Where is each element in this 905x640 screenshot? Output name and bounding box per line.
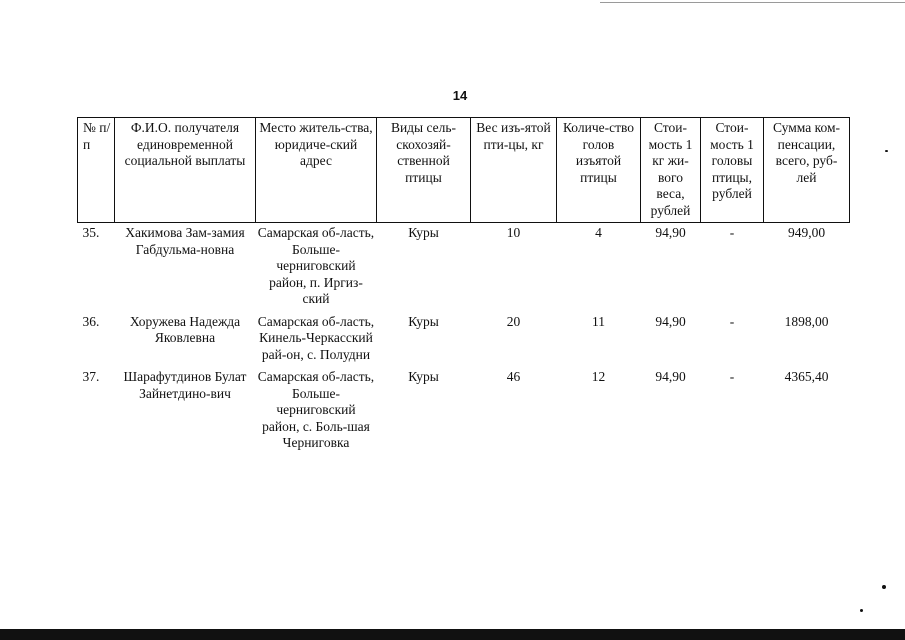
- row-total: 949,00: [787, 225, 826, 240]
- scan-speck: [882, 585, 886, 589]
- header-price-head: Стои-мость 1 головы птицы, рублей: [701, 118, 764, 223]
- row-bird-type: Куры: [408, 225, 439, 240]
- row-name: Хоружева Надежда Яковлевна: [129, 313, 241, 345]
- row-num: 37.: [82, 369, 100, 384]
- header-bird-type: Виды сель-скохозяй-ственной птицы: [377, 118, 471, 223]
- table-row: [78, 369, 850, 458]
- row-name: Хакимова Зам-замия Габдульма-новна: [125, 225, 245, 257]
- header-total: Сумма ком-пенсации, всего, руб-лей: [764, 118, 850, 223]
- table-row: [78, 223, 850, 314]
- table-row: [78, 314, 850, 370]
- header-address: Место житель-ства, юридиче-ский адрес: [256, 118, 377, 223]
- row-price-head: -: [729, 225, 735, 240]
- row-price-kg: 94,90: [655, 225, 686, 240]
- compensation-table: [77, 117, 850, 458]
- bottom-scan-bar: [0, 629, 905, 640]
- row-bird-type: Куры: [408, 369, 439, 384]
- row-weight: 20: [506, 313, 521, 329]
- row-address: Самарская об-ласть, Больше-черниговский район, п. Иргиз-ский: [257, 225, 375, 306]
- top-rule: [600, 2, 905, 3]
- row-price-head: -: [729, 313, 735, 329]
- row-bird-type: Куры: [408, 313, 439, 329]
- header-weight: Вес изъ-ятой пти-цы, кг: [471, 118, 557, 223]
- row-num: 35.: [82, 225, 100, 240]
- row-price-kg: 94,90: [655, 369, 686, 384]
- row-address: Самарская об-ласть, Кинель-Черкасский рай-он, с. Полудни: [257, 313, 375, 362]
- row-total: 4365,40: [784, 369, 829, 384]
- table-header-row: [78, 118, 850, 223]
- header-price-kg: Стои-мость 1 кг жи-вого веса, рублей: [641, 118, 701, 223]
- scan-speck: [860, 609, 863, 612]
- row-name: Шарафутдинов Булат Зайнетдино-вич: [123, 369, 247, 401]
- header-name: Ф.И.О. получателя единовременной социальной выплаты: [115, 118, 256, 223]
- header-heads: Количе-ство голов изъятой птицы: [557, 118, 641, 223]
- row-weight: 46: [506, 369, 521, 384]
- row-weight: 10: [506, 225, 521, 240]
- scan-speck: [885, 150, 888, 152]
- row-total: 1898,00: [784, 313, 829, 329]
- row-address: Самарская об-ласть, Больше-черниговский район, с. Боль-шая Черниговка: [257, 369, 375, 450]
- page-number: 14: [452, 88, 468, 103]
- row-price-kg: 94,90: [655, 313, 686, 329]
- header-num: № п/п: [78, 118, 115, 223]
- row-heads: 12: [591, 369, 606, 384]
- row-num: 36.: [82, 313, 100, 329]
- row-price-head: -: [729, 369, 735, 384]
- row-heads: 11: [592, 313, 605, 329]
- row-heads: 4: [595, 225, 602, 240]
